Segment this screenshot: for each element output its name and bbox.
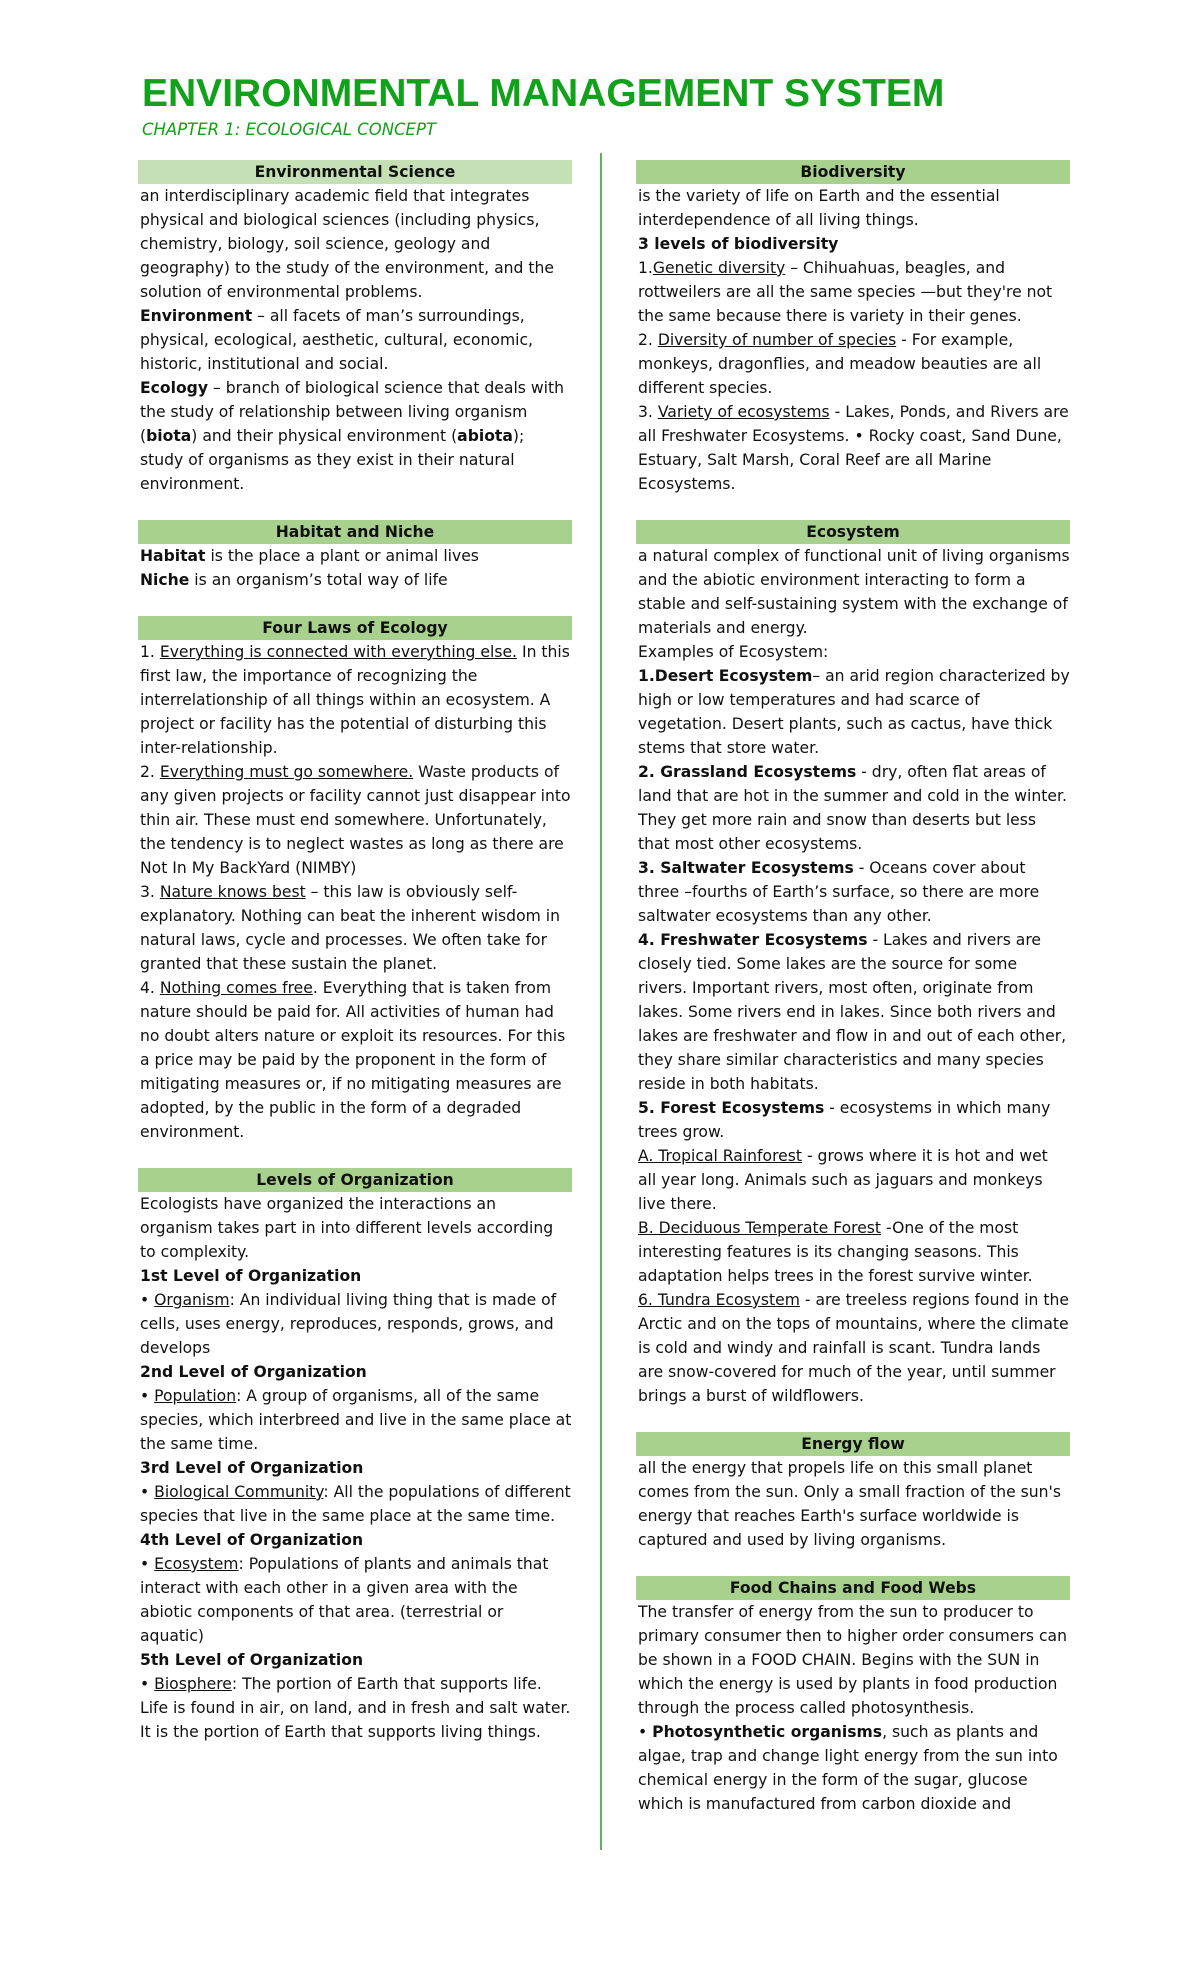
level-item	[140, 1480, 572, 1528]
ecosystem-text: - grows where it is hot and wet all year long. Animals such as jaguars and monkeys live there.	[638, 1147, 1048, 1213]
ecosystem-item	[638, 760, 1070, 856]
definition-text: ); study of organisms as they exist in their natural environment.	[140, 427, 525, 493]
biodiversity-item	[638, 328, 1070, 400]
biodiversity-text: - For example, monkeys, dragonflies, and meadow beauties are all different species.	[638, 331, 1042, 397]
ecosystem-text: - ecosystems in which many trees grow.	[638, 1099, 1051, 1141]
term: Habitat	[140, 547, 206, 565]
section-energy-flow	[638, 1432, 1070, 1552]
level-title: 5th Level of Organization	[140, 1651, 364, 1669]
section-levels-of-organization	[140, 1168, 572, 1744]
level-title: 4th Level of Organization	[140, 1531, 364, 1549]
level-item	[140, 1672, 572, 1744]
ecosystem-subitem	[638, 1288, 1070, 1408]
list-number: 4.	[140, 979, 160, 997]
biodiversity-definition: is the variety of life on Earth and the essential interdependence of all living things.	[638, 187, 1000, 229]
term: Ecology	[140, 379, 208, 397]
photosynthetic-text: , such as plants and algae, trap and change light energy from the sun into chemical energy in the form of the sugar, glucose which is manufactured from carbon dioxide and	[638, 1723, 1058, 1813]
ecosystem-term: 4. Freshwater Ecosystems	[638, 931, 868, 949]
term: Environment	[140, 307, 253, 325]
section-heading: Biodiversity	[636, 160, 1070, 184]
level-text: : An individual living thing that is made of cells, uses energy, reproduces, responds, grows, and develops	[140, 1291, 557, 1357]
list-number: 3.	[140, 883, 160, 901]
ecosystem-term: 2. Grassland Ecosystems	[638, 763, 857, 781]
section-habitat-and-niche	[140, 520, 572, 592]
bullet: •	[140, 1387, 155, 1405]
level-title: 2nd Level of Organization	[140, 1363, 367, 1381]
law-text: Waste products of any given projects or facility cannot just disappear into thin air. These must end somewhere. Unfortunately, the tendency is to neglect wastes as long as there are Not In My BackYard (NIMBY)	[140, 763, 571, 877]
ecosystem-item	[638, 664, 1070, 760]
ecosystem-examples-label: Examples of Ecosystem:	[638, 643, 829, 661]
level-heading	[140, 1528, 572, 1552]
level-term: Biosphere	[154, 1675, 232, 1693]
law-text: . Everything that is taken from nature should be paid for. All activities of human had no doubt alters nature or exploit its resources. For this a price may be paid by the proponent in the form of mitigating measures or, if no mitigating measures are adopted, by the public in the form of a degraded environment.	[140, 979, 566, 1141]
ecosystem-subterm: A. Tropical Rainforest	[638, 1147, 802, 1165]
biodiversity-text: – Chihuahuas, beagles, and rottweilers are all the same species —but they're not the same because there is variety in their genes.	[638, 259, 1053, 325]
biodiversity-item	[638, 400, 1070, 496]
section-heading: Habitat and Niche	[138, 520, 572, 544]
law-item	[140, 760, 572, 880]
definition-text: is an organism’s total way of life	[189, 571, 448, 589]
chapter-subtitle: CHAPTER 1: ECOLOGICAL CONCEPT	[142, 120, 437, 139]
ecosystem-subitem	[638, 1144, 1070, 1216]
law-text: In this first law, the importance of recognizing the interrelationship of all things within an ecosystem. A project or facility has the potential of disturbing this inter-relationship.	[140, 643, 570, 757]
ecosystem-text: -One of the most interesting features is its changing seasons. This adaptation helps trees in the forest survive winter.	[638, 1219, 1033, 1285]
section-heading: Levels of Organization	[138, 1168, 572, 1192]
ecosystem-subitem	[638, 1216, 1070, 1288]
ecosystem-item	[638, 1096, 1070, 1144]
law-item	[140, 976, 572, 1144]
section-heading: Environmental Science	[138, 160, 572, 184]
biodiversity-term: Genetic diversity	[652, 259, 786, 277]
env-science-definition: an interdisciplinary academic field that integrates physical and biological sciences (including physics, chemistry, biology, soil science, geology and geography) to the study of the environment, and the solution of environmental problems.	[140, 187, 554, 301]
column-divider	[600, 153, 602, 1850]
level-text: : Populations of plants and animals that interact with each other in a given area with the abiotic components of that area. (terrestrial or aquatic)	[140, 1555, 549, 1645]
section-heading: Energy flow	[636, 1432, 1070, 1456]
habitat-definition	[140, 544, 572, 568]
level-text: : The portion of Earth that supports life. Life is found in air, on land, and in fresh and salt water. It is the portion of Earth that supports living things.	[140, 1675, 571, 1741]
bullet: •	[140, 1675, 155, 1693]
section-ecosystem	[638, 520, 1070, 1408]
law-title: Nothing comes free	[159, 979, 313, 997]
ecosystem-text: - Lakes and rivers are closely tied. Some lakes are the source for some rivers. Important rivers, most often, originate from lakes. Some rivers end in lakes. Since both rivers and lakes are freshwater and flow in and out of each other, they share similar characteristics and many species reside in both habitats.	[638, 931, 1067, 1093]
definition-text: is the place a plant or animal lives	[205, 547, 479, 565]
list-number: 2.	[638, 331, 658, 349]
section-environmental-science	[140, 160, 572, 496]
ecosystem-text: - Oceans cover about three –fourths of Earth’s surface, so there are more saltwater ecosystems than any other.	[638, 859, 1040, 925]
left-column	[140, 160, 572, 1768]
list-number: 1.	[638, 259, 653, 277]
list-number: 1.	[140, 643, 160, 661]
law-title: Everything is connected with everything else.	[159, 643, 518, 661]
definition-text: – branch of biological science that deals with the study of relationship between living organism (	[140, 379, 564, 445]
ecosystem-item	[638, 856, 1070, 928]
right-column	[638, 160, 1070, 1840]
level-heading	[140, 1360, 572, 1384]
term: biota	[146, 427, 192, 445]
level-heading	[140, 1648, 572, 1672]
ecosystem-definition: a natural complex of functional unit of living organisms and the abiotic environment interacting to form a stable and self-sustaining system with the exchange of materials and energy.	[638, 547, 1070, 637]
biodiversity-levels-heading	[638, 232, 1070, 256]
level-term: Ecosystem	[154, 1555, 239, 1573]
ecosystem-term: 3. Saltwater Ecosystems	[638, 859, 854, 877]
level-term: Population	[154, 1387, 237, 1405]
food-chain-definition: The transfer of energy from the sun to producer to primary consumer then to higher order consumers can be shown in a FOOD CHAIN. Begins with the SUN in which the energy is used by plants in food production through the process called photosynthesis.	[638, 1603, 1067, 1717]
ecosystem-term: 5. Forest Ecosystems	[638, 1099, 825, 1117]
term: abiota	[457, 427, 513, 445]
level-heading	[140, 1456, 572, 1480]
ecosystem-subterm: 6. Tundra Ecosystem	[638, 1291, 800, 1309]
section-heading: Four Laws of Ecology	[138, 616, 572, 640]
photosynthetic-term: Photosynthetic organisms	[652, 1723, 883, 1741]
document-title: ENVIRONMENTAL MANAGEMENT SYSTEM	[142, 72, 945, 115]
section-food-chains	[638, 1576, 1070, 1816]
ecosystem-text: - dry, often flat areas of land that are hot in the summer and cold in the winter. They get more rain and snow than deserts but less that most other ecosystems.	[638, 763, 1067, 853]
list-number: 3.	[638, 403, 658, 421]
ecosystem-subterm: B. Deciduous Temperate Forest	[638, 1219, 882, 1237]
ecosystem-text: – an arid region characterized by high or low temperatures and had scarce of vegetation. Desert plants, such as cactus, have thick stems that store water.	[638, 667, 1070, 757]
level-title: 3rd Level of Organization	[140, 1459, 364, 1477]
level-item	[140, 1384, 572, 1456]
law-item	[140, 640, 572, 760]
definition-text: – all facets of man’s surroundings, physical, ecological, aesthetic, cultural, economic, historic, institutional and social.	[140, 307, 534, 373]
level-text: : A group of organisms, all of the same species, which interbreed and live in the same place at the same time.	[140, 1387, 572, 1453]
biodiversity-text: - Lakes, Ponds, and Rivers are all Freshwater Ecosystems. • Rocky coast, Sand Dune, Estuary, Salt Marsh, Coral Reef are all Marine Ecosystems.	[638, 403, 1069, 493]
level-heading	[140, 1264, 572, 1288]
bullet: •	[638, 1723, 653, 1741]
environment-definition	[140, 304, 572, 376]
level-term: Organism	[154, 1291, 230, 1309]
law-text: – this law is obviously self-explanatory. Nothing can beat the inherent wisdom in natural laws, cycle and processes. We often take for granted that these sustain the planet.	[140, 883, 560, 973]
definition-text: ) and their physical environment (	[191, 427, 458, 445]
energy-flow-definition: all the energy that propels life on this small planet comes from the sun. Only a small fraction of the sun's energy that reaches Earth's surface worldwide is captured and used by living organisms.	[638, 1459, 1061, 1549]
section-biodiversity	[638, 160, 1070, 496]
bullet: •	[140, 1483, 155, 1501]
bullet: •	[140, 1555, 155, 1573]
biodiversity-term: Diversity of number of species	[657, 331, 897, 349]
bullet: •	[140, 1291, 155, 1309]
list-number: 2.	[140, 763, 160, 781]
level-item	[140, 1288, 572, 1360]
level-text: : All the populations of different species that live in the same place at the same time.	[140, 1483, 571, 1525]
levels-intro: Ecologists have organized the interactions an organism takes part in into different levels according to complexity.	[140, 1195, 554, 1261]
level-item	[140, 1552, 572, 1648]
ecosystem-text: - are treeless regions found in the Arctic and on the tops of mountains, where the climate is cold and windy and rainfall is scant. Tundra lands are snow-covered for much of the year, until summer brings a burst of wildflowers.	[638, 1291, 1069, 1405]
law-title: Everything must go somewhere.	[159, 763, 414, 781]
photosynthetic-item	[638, 1720, 1070, 1816]
level-term: Biological Community	[154, 1483, 324, 1501]
ecosystem-term: 1.Desert Ecosystem	[638, 667, 813, 685]
section-heading: Ecosystem	[636, 520, 1070, 544]
section-four-laws	[140, 616, 572, 1144]
law-item	[140, 880, 572, 976]
level-title: 1st Level of Organization	[140, 1267, 362, 1285]
biodiversity-item	[638, 256, 1070, 328]
term: Niche	[140, 571, 190, 589]
levels-title: 3 levels of biodiversity	[638, 235, 839, 253]
ecology-definition	[140, 376, 572, 496]
biodiversity-term: Variety of ecosystems	[657, 403, 830, 421]
ecosystem-item	[638, 928, 1070, 1096]
section-heading: Food Chains and Food Webs	[636, 1576, 1070, 1600]
niche-definition	[140, 568, 572, 592]
law-title: Nature knows best	[159, 883, 306, 901]
